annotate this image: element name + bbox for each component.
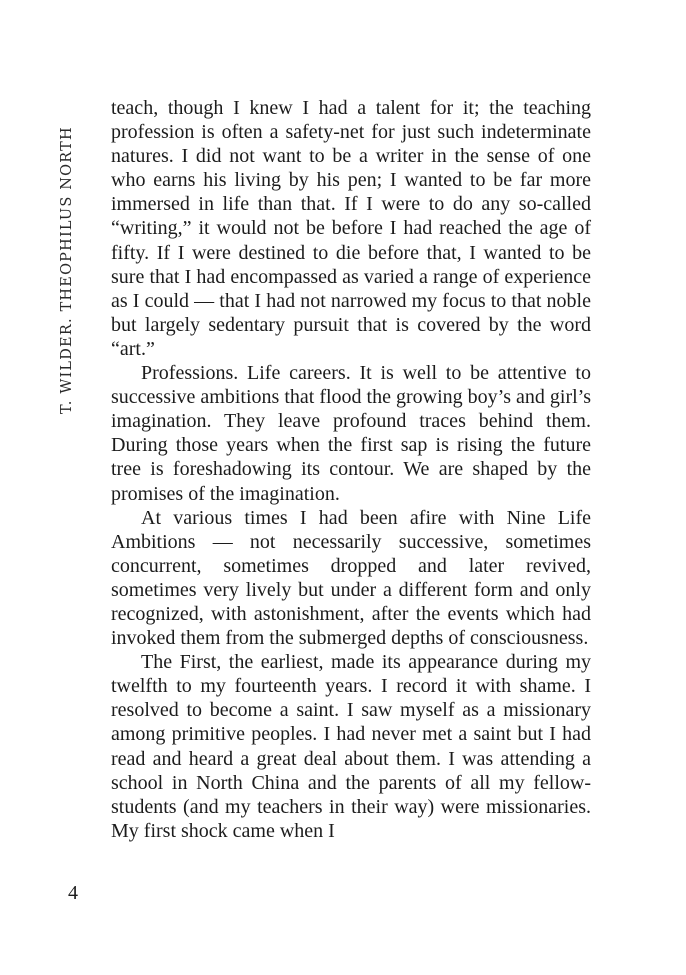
running-head: T. WILDER. THEOPHILUS NORTH <box>59 126 75 414</box>
paragraph: teach, though I knew I had a talent for it; the teaching profession is often a safety-net for just such indeterminate natures. I did not want to be a writer in the sense of one who earns his living by his pen; I wanted to be far more immersed in life than that. If I were to do any so-called “writing,” it would not be before I had reached the age of fifty. If I were destined to die before that, I wanted to be sure that I had encompassed as varied a range of experience as I could — that I had not narrowed my focus to that noble but largely sedentary pursuit that is covered by the word “art.” <box>111 97 591 360</box>
page-number: 4 <box>68 882 78 904</box>
paragraph: Professions. Life careers. It is well to be attentive to successive ambitions that flood the growing boy’s and girl’s imagination. They leave profound traces behind them. During those years when the first sap is rising the future tree is foreshadowing its contour. We are shaped by the promises of the imagination. <box>111 362 591 505</box>
paragraph: The First, the earliest, made its appearance during my twelfth to my fourteenth years. I record it with shame. I resolved to become a saint. I saw myself as a missionary among primitive peoples. I had never met a saint but I had read and heard a great deal about them. I was attending a school in North China and the parents of all my fellow-students (and my teachers in their way) were missionaries. My first shock came when I <box>111 651 591 842</box>
paragraph: At various times I had been afire with Nine Life Ambitions — not necessarily successive, sometimes concurrent, sometimes dropped and later revived, sometimes very lively but under a different form and only recognized, with astonishment, after the events which had invoked them from the submerged depths of consciousness. <box>111 506 591 650</box>
body-text <box>111 96 591 843</box>
